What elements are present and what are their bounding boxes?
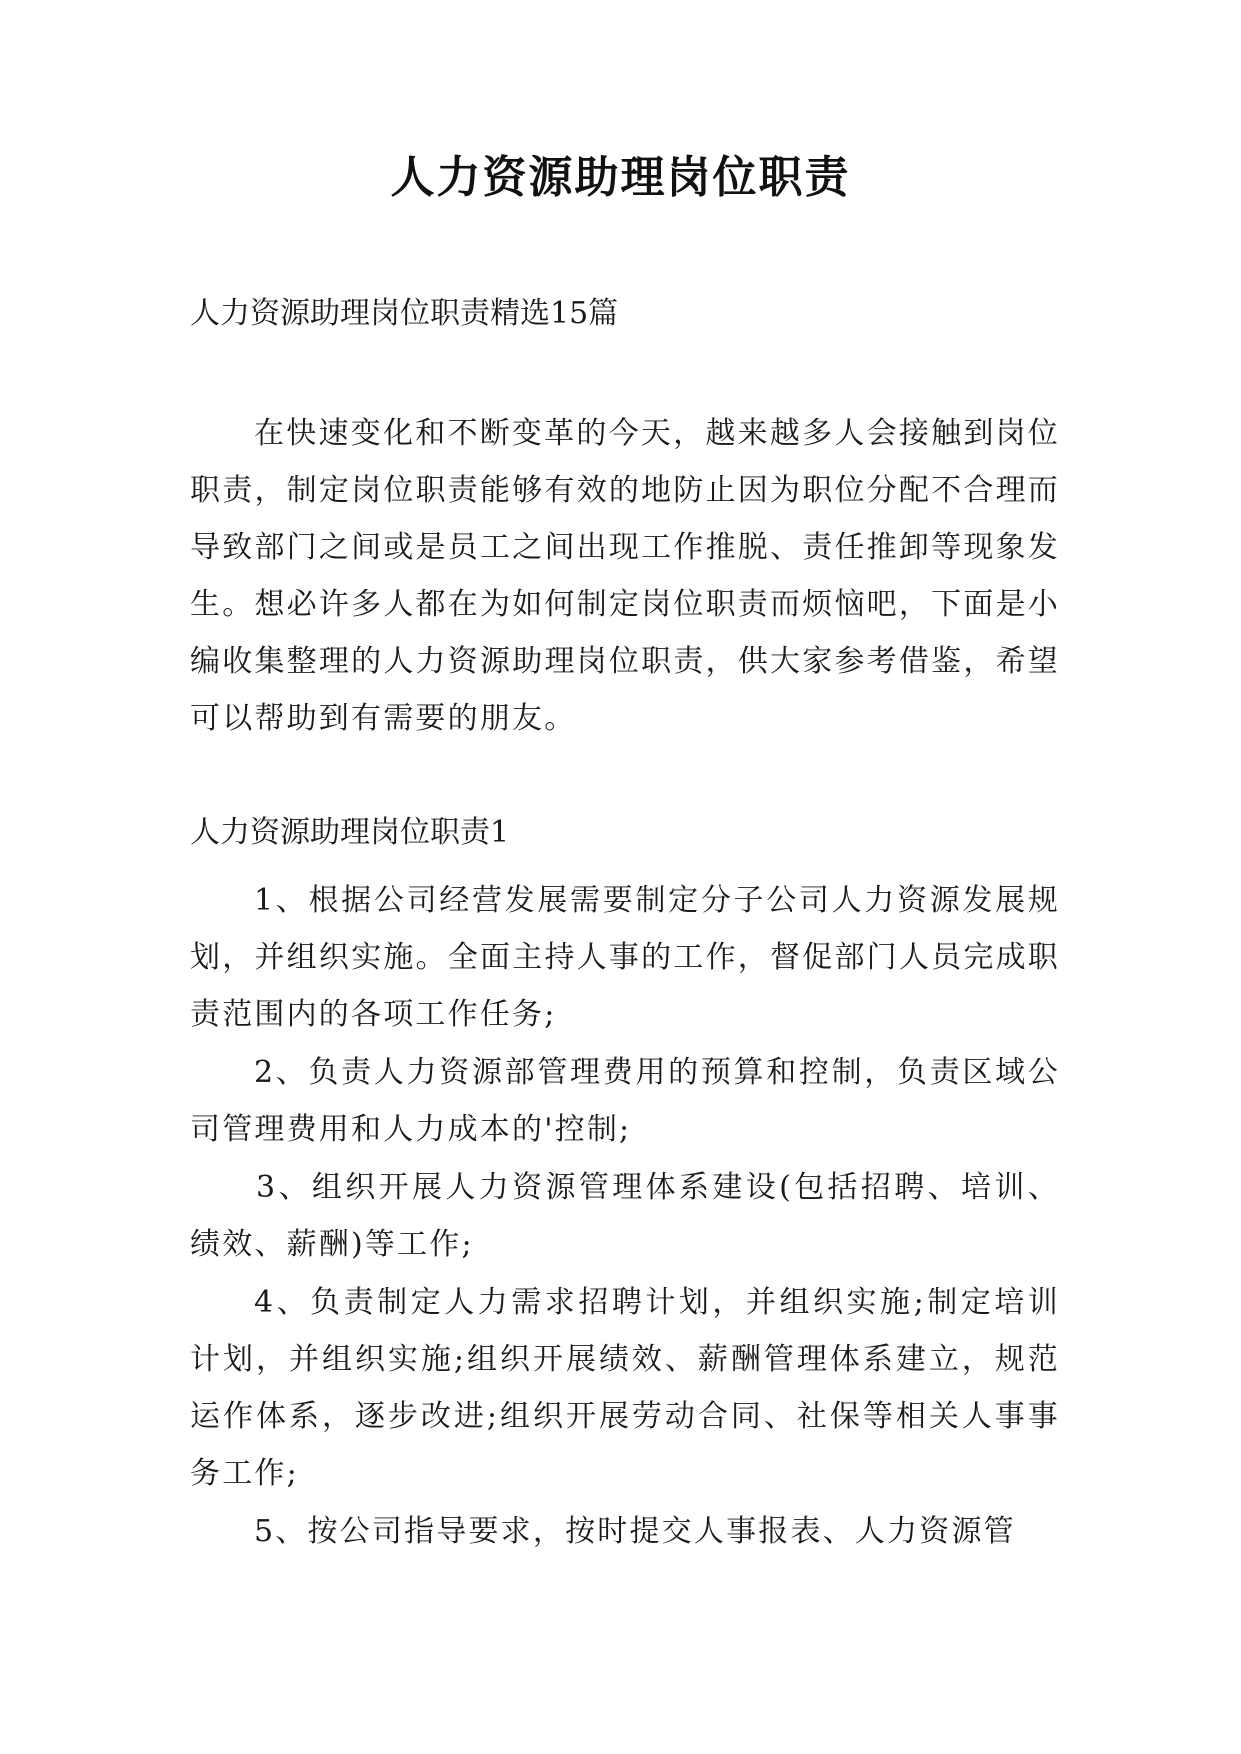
document-subtitle: 人力资源助理岗位职责精选15篇 <box>190 296 619 331</box>
duty-item-4: 4、负责制定人力需求招聘计划，并组织实施;制定培训计划，并组织实施;组织开展绩效、薪酬管理体系建立，规范运作体系，逐步改进;组织开展劳动合同、社保等相关人事事务工作; <box>190 1285 1060 1491</box>
intro-paragraph: 在快速变化和不断变革的今天，越来越多人会接触到岗位职责，制定岗位职责能够有效的地防止因为职位分配不合理而导致部门之间或是员工之间出现工作推脱、责任推卸等现象发生。想必许多人都在为如何制定岗位职责而烦恼吧，下面是小编收集整理的人力资源助理岗位职责，供大家参考借鉴，希望可以帮助到有需要的朋友。 <box>190 416 1060 736</box>
duty-item-2: 2、负责人力资源部管理费用的预算和控制，负责区域公司管理费用和人力成本的'控制; <box>190 1055 1060 1147</box>
document-title: 人力资源助理岗位职责 <box>390 152 851 203</box>
duty-item-3: 3、组织开展人力资源管理体系建设(包括招聘、培训、绩效、薪酬)等工作; <box>190 1170 1060 1262</box>
duty-item-1: 1、根据公司经营发展需要制定分子公司人力资源发展规划，并组织实施。全面主持人事的工作，督促部门人员完成职责范围内的各项工作任务; <box>190 883 1060 1032</box>
section-heading: 人力资源助理岗位职责1 <box>190 815 510 850</box>
duty-item-5: 5、按公司指导要求，按时提交人事报表、人力资源管 <box>254 1514 1016 1549</box>
